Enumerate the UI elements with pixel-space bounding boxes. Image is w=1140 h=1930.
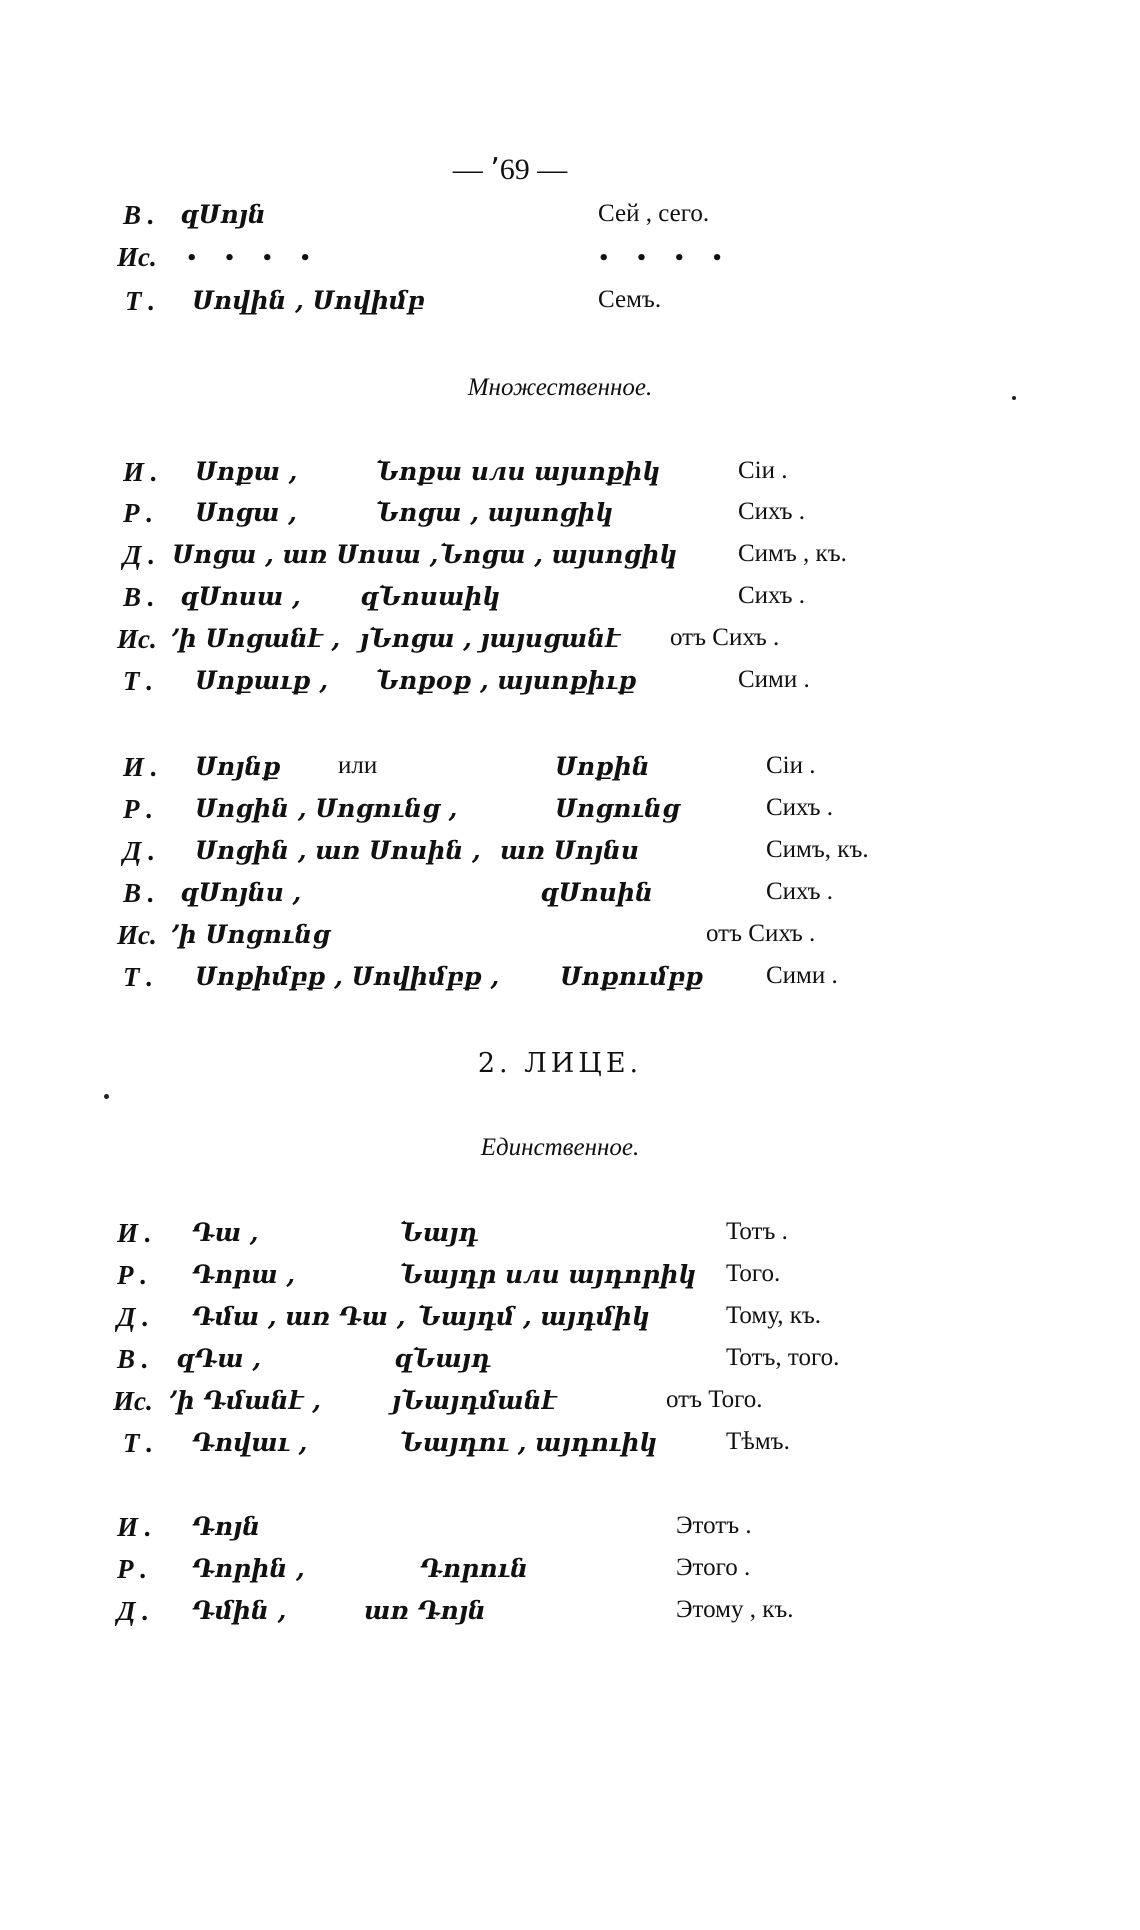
- case-label: В .: [117, 1344, 149, 1374]
- table-row: [0, 878, 1140, 916]
- case-label: Ис.: [117, 624, 157, 654]
- armenian-form: Նայդմ , այդմիկ: [418, 1302, 650, 1331]
- table-row: [0, 1386, 1140, 1424]
- armenian-form: զԴա ,: [176, 1344, 262, 1373]
- armenian-form: Նոքա или այսոքիկ: [376, 457, 661, 486]
- armenian-form: Դորուն: [420, 1554, 529, 1583]
- armenian-form: Նոցա , այսոցիկ: [376, 498, 614, 527]
- case-label: И .: [117, 1512, 152, 1542]
- armenian-form: Սոքաւք ,: [195, 666, 329, 695]
- table-row: [0, 286, 1140, 324]
- armenian-form: զՍոսա ,: [180, 582, 301, 611]
- armenian-form: Դմա , առ Դա ,: [192, 1302, 406, 1331]
- case-label: Ис.: [117, 920, 157, 950]
- case-label: И .: [123, 457, 158, 487]
- armenian-form: Դմին ,: [192, 1596, 287, 1625]
- table-row: [0, 498, 1140, 536]
- table-row: [0, 540, 1140, 578]
- plural-heading: Множественное.: [467, 374, 653, 401]
- armenian-form: զՆոսաիկ: [360, 582, 501, 611]
- russian-translation: Симъ , къ.: [738, 540, 847, 567]
- armenian-form: Սոցա ,: [195, 498, 297, 527]
- armenian-form: յՆոցա , յայսցանէ: [360, 624, 621, 653]
- russian-translation: Сiи .: [766, 752, 816, 779]
- russian-translation: Тѣмъ.: [726, 1428, 790, 1455]
- table-row: [0, 1512, 1140, 1550]
- case-label: Т .: [123, 1428, 153, 1458]
- armenian-form: յՆայդմանէ: [392, 1386, 557, 1415]
- russian-translation: отъ Сихъ .: [670, 624, 780, 651]
- case-label: Ис.: [117, 242, 157, 272]
- russian-translation: Сихъ .: [738, 498, 806, 525]
- case-label: Т .: [123, 666, 153, 696]
- case-label: И .: [117, 1218, 152, 1248]
- table-row: [0, 624, 1140, 662]
- armenian-form: Սոքին: [555, 752, 650, 781]
- case-label: В .: [123, 200, 155, 230]
- connector-word: или: [338, 752, 378, 779]
- table-row: [0, 1428, 1140, 1466]
- armenian-form: Սոցին , առ Սոսին ,: [195, 836, 481, 865]
- print-speck: [104, 1094, 109, 1099]
- case-label: В .: [123, 878, 155, 908]
- armenian-form: Նոքօք , այսոքիւք: [376, 666, 637, 695]
- armenian-form: Սոքիմբք , Սովիմբք ,: [195, 962, 500, 991]
- russian-translation: Сихъ .: [766, 794, 834, 821]
- armenian-form: առ Դոյն: [364, 1596, 486, 1625]
- case-label: Т .: [125, 286, 155, 316]
- print-speck: [1012, 396, 1016, 400]
- armenian-form: Դոյն: [192, 1512, 261, 1541]
- table-row: [0, 1554, 1140, 1592]
- russian-translation: Этотъ .: [676, 1512, 752, 1539]
- singular-heading: Единственное.: [480, 1134, 640, 1161]
- armenian-form: Սոցունց: [555, 794, 680, 823]
- armenian-form: Սոցին , Սոցունց ,: [195, 794, 458, 823]
- table-row: [0, 752, 1140, 790]
- case-label: Ис.: [113, 1386, 153, 1416]
- case-label: Т .: [123, 962, 153, 992]
- case-label: Д .: [123, 836, 155, 866]
- russian-translation: Тотъ .: [726, 1218, 788, 1245]
- table-row: [0, 962, 1140, 1000]
- case-label: Д .: [117, 1596, 149, 1626]
- russian-translation: Сихъ .: [738, 582, 806, 609]
- armenian-form: Նայդր или այդորիկ: [400, 1260, 697, 1289]
- armenian-form: Նայդու , այդուիկ: [400, 1428, 658, 1457]
- table-row: [0, 242, 1140, 280]
- table-row: [0, 457, 1140, 495]
- armenian-form: զՍոյն: [180, 200, 266, 229]
- russian-translation: Тому, къ.: [726, 1302, 822, 1329]
- armenian-form: Սոյնք: [195, 752, 281, 781]
- armenian-form: Նոցա , այսոցիկ: [440, 540, 678, 569]
- russian-translation: Того.: [726, 1260, 781, 1287]
- ellipsis-marks: • • • •: [598, 248, 733, 269]
- case-label: Д .: [117, 1302, 149, 1332]
- russian-translation: Семъ.: [598, 286, 662, 313]
- table-row: [0, 666, 1140, 704]
- armenian-form: Սոցա , առ Սոսա ,: [172, 540, 439, 569]
- russian-translation: Сихъ .: [766, 878, 834, 905]
- armenian-form: Դա ,: [192, 1218, 259, 1247]
- table-row: [0, 836, 1140, 874]
- ellipsis-marks: • • • •: [186, 248, 321, 269]
- armenian-form: Սովին , Սովիմբ: [192, 286, 425, 315]
- armenian-form: Նայդ: [400, 1218, 479, 1247]
- table-row: [0, 920, 1140, 958]
- table-row: [0, 1218, 1140, 1256]
- table-row: [0, 794, 1140, 832]
- case-label: Р .: [117, 1260, 147, 1290]
- russian-translation: Этого .: [676, 1554, 751, 1581]
- table-row: [0, 1302, 1140, 1340]
- russian-translation: Сiи .: [738, 457, 788, 484]
- russian-translation: Этому , къ.: [676, 1596, 794, 1623]
- armenian-form: զՍոսին: [540, 878, 653, 907]
- russian-translation: Сими .: [738, 666, 810, 693]
- section-title: 2. ЛИЦЕ.: [477, 1048, 643, 1079]
- page-number: — ՚69 —: [452, 153, 568, 186]
- armenian-form: ՚ի Դմանէ ,: [170, 1386, 321, 1415]
- case-label: Д .: [123, 540, 155, 570]
- armenian-form: Դովաւ ,: [192, 1428, 308, 1457]
- russian-translation: Симъ, къ.: [766, 836, 869, 863]
- table-row: [0, 1260, 1140, 1298]
- russian-translation: Тотъ, того.: [726, 1344, 840, 1371]
- case-label: И .: [123, 752, 158, 782]
- armenian-form: ՚ի Սոցանէ ,: [172, 624, 341, 653]
- case-label: Р .: [117, 1554, 147, 1584]
- armenian-form: առ Սոյնս: [500, 836, 639, 865]
- armenian-form: Սոքումբք: [560, 962, 704, 991]
- case-label: Р .: [123, 794, 153, 824]
- armenian-form: Դորա ,: [192, 1260, 296, 1289]
- table-row: [0, 200, 1140, 238]
- table-row: [0, 1596, 1140, 1634]
- case-label: В .: [123, 582, 155, 612]
- armenian-form: զՍոյնս ,: [180, 878, 302, 907]
- armenian-form: զՆայդ: [394, 1344, 491, 1373]
- russian-translation: Сей , сего.: [598, 200, 710, 227]
- russian-translation: Сими .: [766, 962, 838, 989]
- table-row: [0, 582, 1140, 620]
- russian-translation: отъ Сихъ .: [706, 920, 816, 947]
- armenian-form: Դորին ,: [192, 1554, 305, 1583]
- russian-translation: отъ Того.: [666, 1386, 763, 1413]
- armenian-form: ՚ի Սոցունց: [172, 920, 331, 949]
- case-label: Р .: [123, 498, 153, 528]
- table-row: [0, 1344, 1140, 1382]
- armenian-form: Սոքա ,: [195, 457, 298, 486]
